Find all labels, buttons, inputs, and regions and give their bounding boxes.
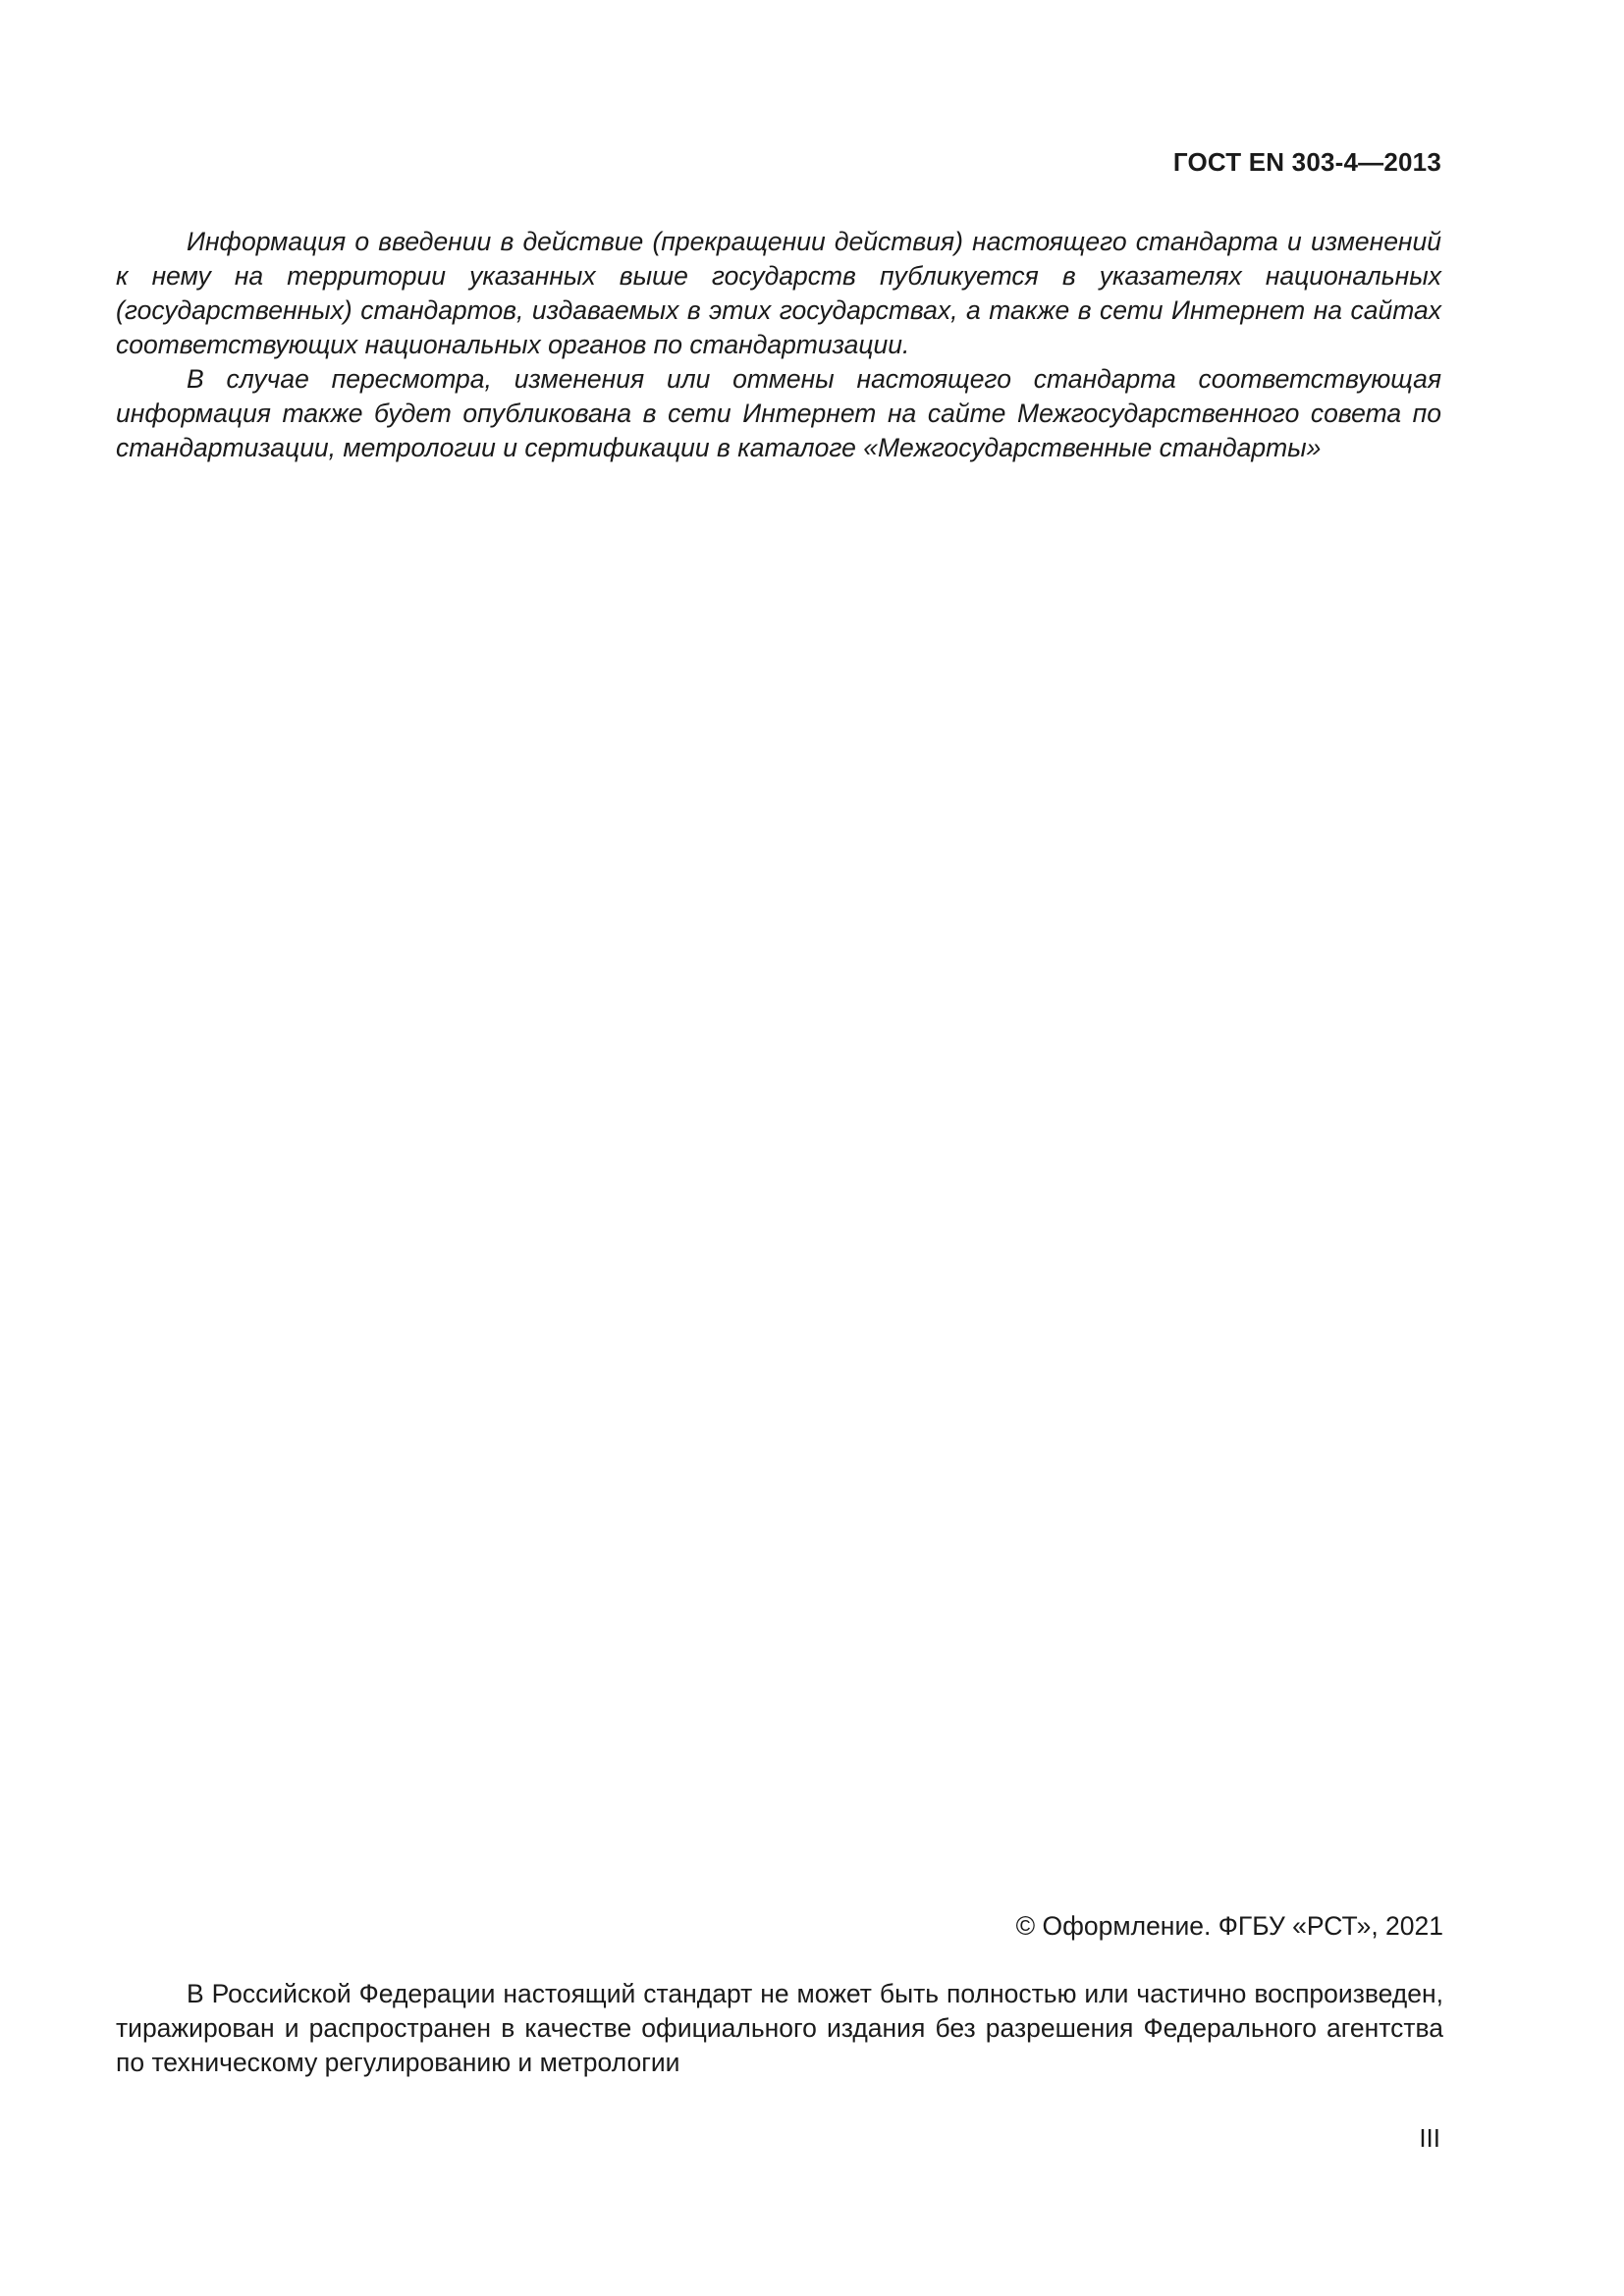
intro-text-block [116,225,1441,465]
legal-notice-paragraph: В Российской Федерации настоящий стандарт не может быть полностью или частично воспроизведен, тиражирован и распространен в качестве официального издания без разрешения Федерального агентства по техническому регулированию и метрологии [116,1979,1443,2077]
legal-notice-block [116,1977,1443,2080]
copyright-line: © Оформление. ФГБУ «РСТ», 2021 [1015,1911,1443,1941]
page-number: III [1419,2123,1440,2153]
intro-paragraph-info-publication: Информация о введении в действие (прекращении действия) настоящего стандарта и изменений к нему на территории указанных выше государств публикуется в указателях национальных (государственных) стандартов, издаваемых в этих государствах, а также в сети Интернет на сайтах соответствующих национальных органов по стандартизации. [116,227,1441,359]
document-code-header: ГОСТ EN 303-4—2013 [1172,147,1441,177]
intro-paragraph-revision-notice: В случае пересмотра, изменения или отмены настоящего стандарта соответствующая информация также будет опубликована в сети Интернет на сайте Межгосударственного совета по стандартизации, метрологии и сертификации в каталоге «Межгосударственные стандарты» [116,364,1441,462]
